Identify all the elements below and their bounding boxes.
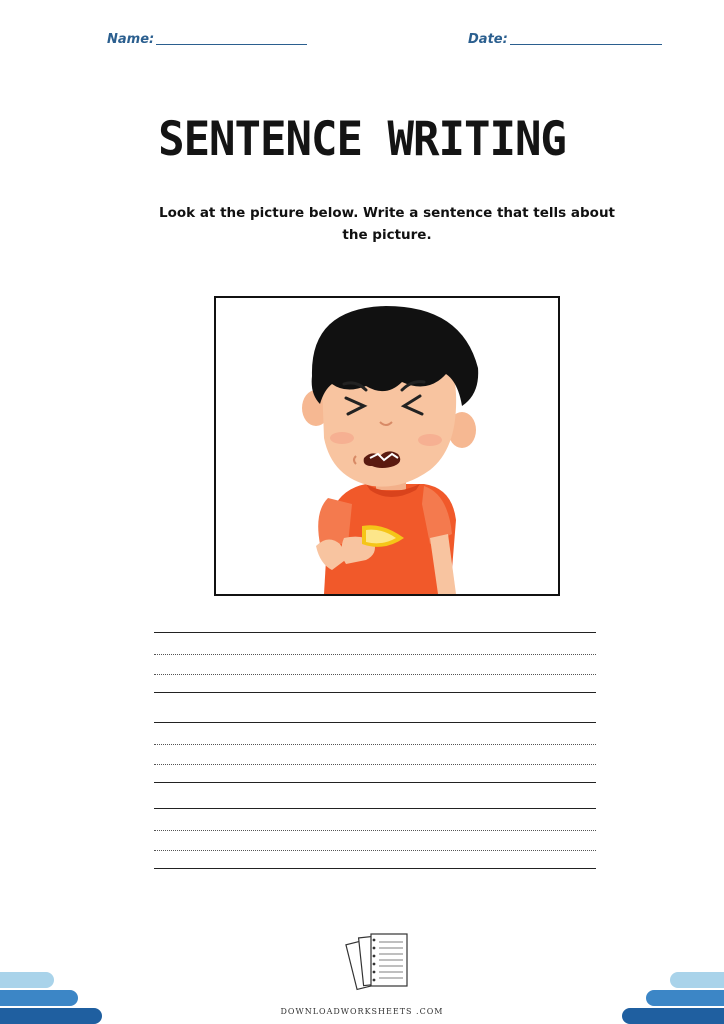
boy-tasting-lemon-illustration [216, 298, 558, 594]
date-field[interactable] [468, 32, 662, 47]
writing-top-line [154, 632, 596, 633]
footer-site-name[interactable]: DOWNLOADWORKSHEETS .COM [280, 1007, 444, 1016]
name-label: Name: [107, 32, 155, 47]
writing-line-group-1[interactable] [154, 632, 596, 692]
writing-base-line [154, 692, 596, 693]
worksheet-pages-icon [343, 930, 419, 1006]
writing-dotted-line [154, 764, 596, 765]
decor-stripe-right-light [670, 972, 724, 988]
date-line[interactable] [510, 44, 662, 45]
name-field[interactable] [107, 32, 307, 47]
writing-line-group-2[interactable] [154, 722, 596, 782]
decor-stripe-left-mid [0, 990, 78, 1006]
instructions [150, 202, 624, 246]
writing-dotted-line [154, 654, 596, 655]
page-title: SENTENCE WRITING [158, 111, 566, 168]
writing-dotted-line [154, 830, 596, 831]
decor-stripe-left-light [0, 972, 54, 988]
writing-dotted-line [154, 744, 596, 745]
decor-stripe-right-mid [646, 990, 724, 1006]
writing-top-line [154, 722, 596, 723]
date-label: Date: [468, 32, 508, 47]
writing-top-line [154, 808, 596, 809]
writing-base-line [154, 782, 596, 783]
picture-frame [214, 296, 560, 596]
name-line[interactable] [156, 44, 307, 45]
instructions-line-2: the picture. [342, 227, 432, 243]
instructions-line-1: Look at the picture below. Write a sentence that tells about [158, 205, 616, 221]
writing-base-line [154, 868, 596, 869]
writing-dotted-line [154, 674, 596, 675]
writing-line-group-3[interactable] [154, 808, 596, 868]
writing-area[interactable] [154, 632, 596, 868]
writing-dotted-line [154, 850, 596, 851]
